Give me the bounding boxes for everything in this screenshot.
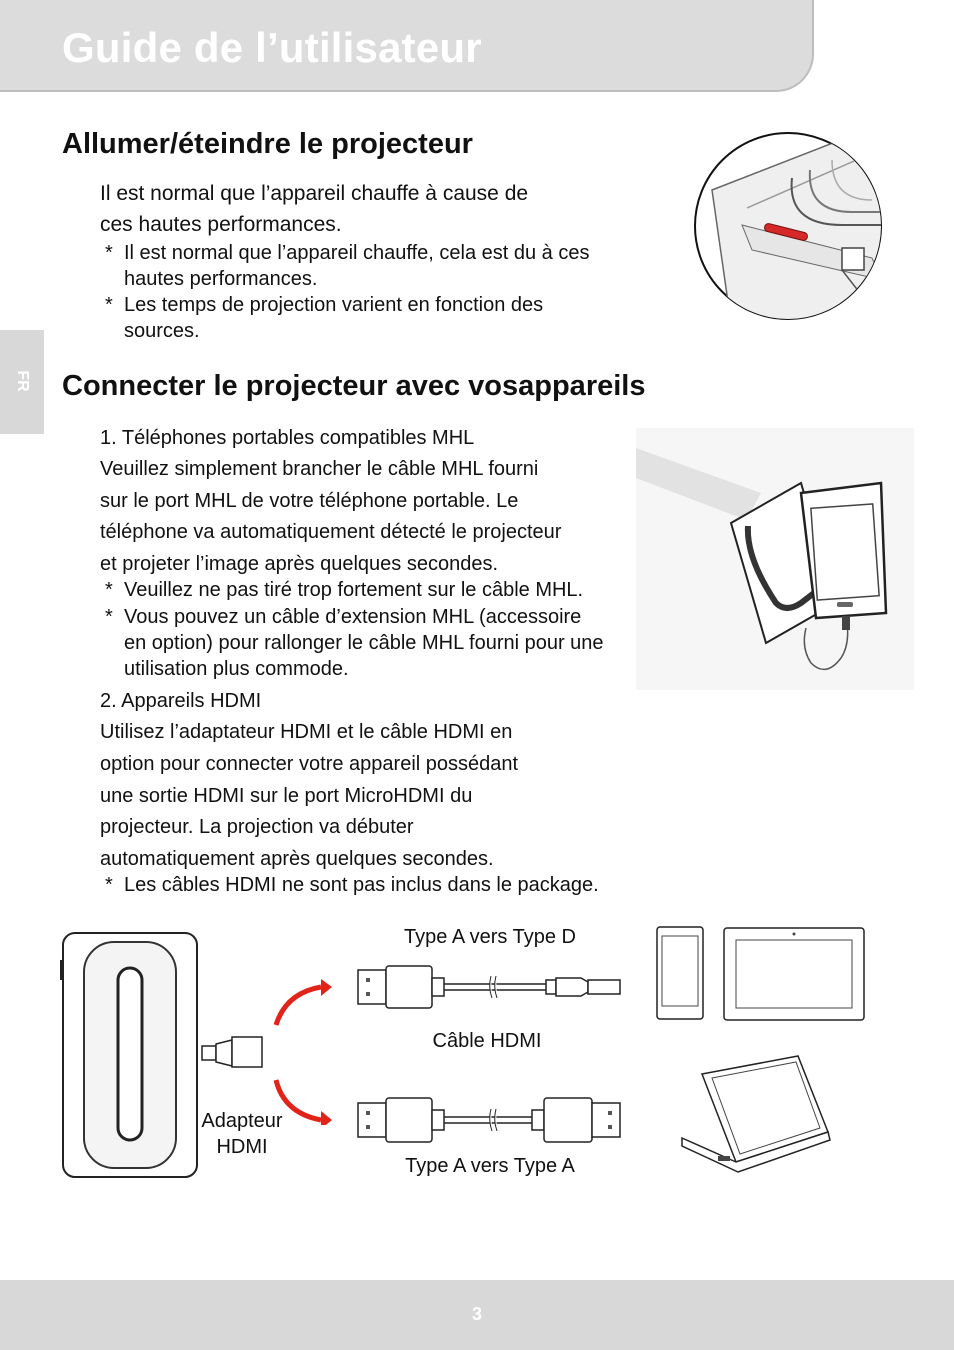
projector-body-illustration [60,930,200,1180]
hdmi-title: 2. Appareils HDMI [100,690,262,712]
mhl-note-1 [100,577,583,603]
footer-bar [0,1280,954,1350]
header-tab [0,0,814,92]
mhl-line-1: Veuillez simplement brancher le câble MHL fourni [100,458,539,480]
label-hdmi-adapter [190,1108,294,1160]
red-arrows-icon [266,975,336,1125]
mhl-line-4: et projeter l’image après quelques secondes. [100,553,499,575]
label-hdmi-adapter-line-1: Adapteur [201,1110,283,1132]
hdmi-line-2: option pour connecter votre appareil possédant [100,753,519,775]
hdmi-note-1 [100,872,599,898]
hdmi-line-4: projecteur. La projection va débuter [100,816,414,838]
page-title: Guide de l’utilisateur [62,24,482,71]
language-tab [0,330,44,434]
power-paragraph-line-2: ces hautes performances. [100,213,342,236]
power-button-closeup-illustration [692,130,884,322]
hdmi-line-3: une sortie HDMI sur le port MicroHDMI du [100,785,473,807]
note-line: Les temps de projection varient en fonction des [124,294,544,316]
phone-and-tablet-illustration [654,924,866,1022]
mhl-line-2: sur le port MHL de votre téléphone portable. Le [100,490,519,512]
page-number: 3 [471,1304,482,1324]
section-heading-connect: Connecter le projecteur avec vosappareils [62,370,646,402]
hdmi-cable-type-a-to-a [356,1094,626,1146]
note-line: sources. [124,320,200,342]
hdmi-line-5: automatiquement après quelques secondes. [100,848,494,870]
power-note-2 [100,292,543,344]
note-bullet: * [105,579,113,601]
note-bullet: * [105,874,113,896]
note-line: hautes performances. [124,268,318,290]
section-heading-power: Allumer/éteindre le projecteur [62,128,473,160]
mhl-line-3: téléphone va automatiquement détecté le projecteur [100,521,562,543]
language-label: FR [14,370,31,392]
mhl-note-2 [100,604,604,682]
note-line: Il est normal que l’appareil chauffe, cela est du à ces [124,242,590,264]
label-hdmi-cable: Câble HDMI [432,1030,542,1052]
label-hdmi-adapter-line-2: HDMI [216,1136,268,1158]
note-bullet: * [105,606,113,628]
note-bullet: * [105,294,113,316]
power-paragraph-line-1: Il est normal que l’appareil chauffe à cause de [100,182,529,205]
mhl-title: 1. Téléphones portables compatibles MHL [100,427,475,449]
power-note-1 [100,240,589,292]
hdmi-line-1: Utilisez l’adaptateur HDMI et le câble HDMI en [100,721,513,743]
note-line: Vous pouvez un câble d’extension MHL (accessoire [124,606,582,628]
label-type-a-to-a: Type A vers Type A [405,1155,575,1177]
note-line: utilisation plus commode. [124,658,349,680]
note-line: Les câbles HDMI ne sont pas inclus dans le package. [124,874,599,896]
projector-phone-illustration [636,428,914,690]
laptop-illustration [678,1052,838,1176]
note-line: Veuillez ne pas tiré trop fortement sur le câble MHL. [124,579,584,601]
note-bullet: * [105,242,113,264]
hdmi-adapter-icon [196,1032,266,1072]
hdmi-cable-type-a-to-d [356,962,626,1012]
label-type-a-to-d: Type A vers Type D [404,926,576,948]
note-line: en option) pour rallonger le câble MHL fourni pour une [124,632,604,654]
